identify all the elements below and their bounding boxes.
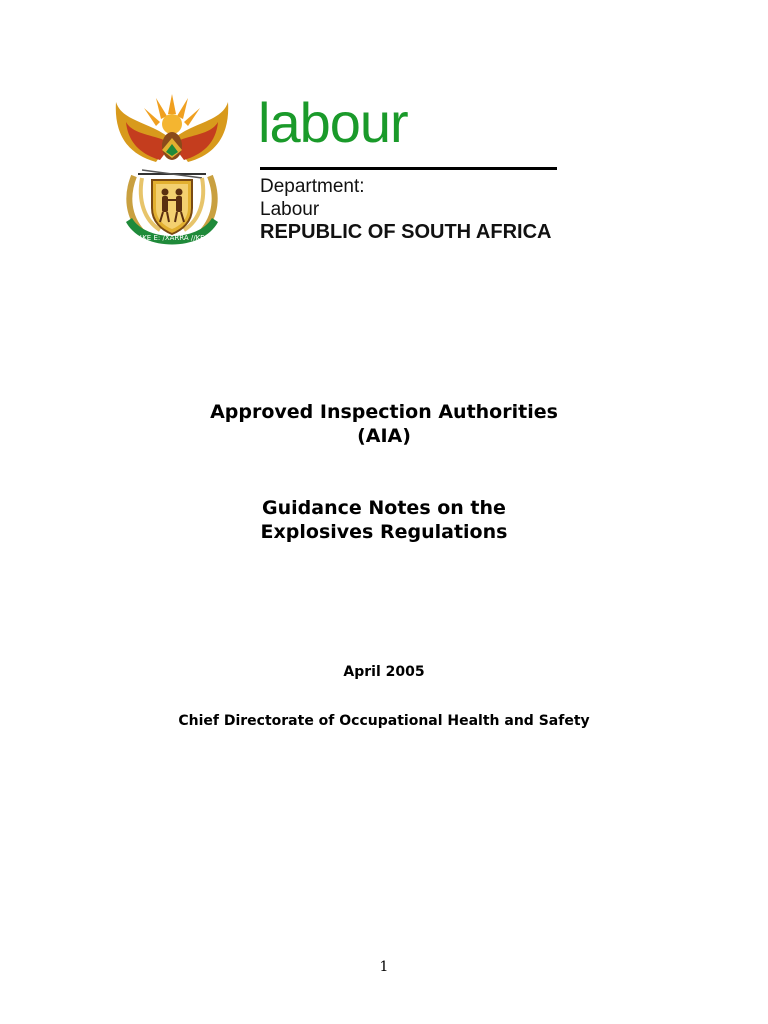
issuing-organisation: Chief Directorate of Occupational Health and Safety [178,713,590,729]
coat-of-arms-icon [112,92,232,254]
document-subtitle [0,496,768,544]
department-label: Department: [260,176,365,197]
document-title [0,400,768,448]
labour-wordmark: labour [258,91,408,154]
department-name: Labour [260,199,320,220]
page-number: 1 [379,959,389,975]
country-name: REPUBLIC OF SOUTH AFRICA [260,221,552,243]
title-line-1: Approved Inspection Authorities [210,401,558,423]
motto-text: !KE E: /XARRA //KE [139,234,205,242]
header-divider [260,167,557,170]
title-line-2: (AIA) [357,425,411,447]
subtitle-line-1: Guidance Notes on the [262,497,506,519]
subtitle-line-2: Explosives Regulations [260,521,508,543]
publication-date: April 2005 [343,664,425,680]
